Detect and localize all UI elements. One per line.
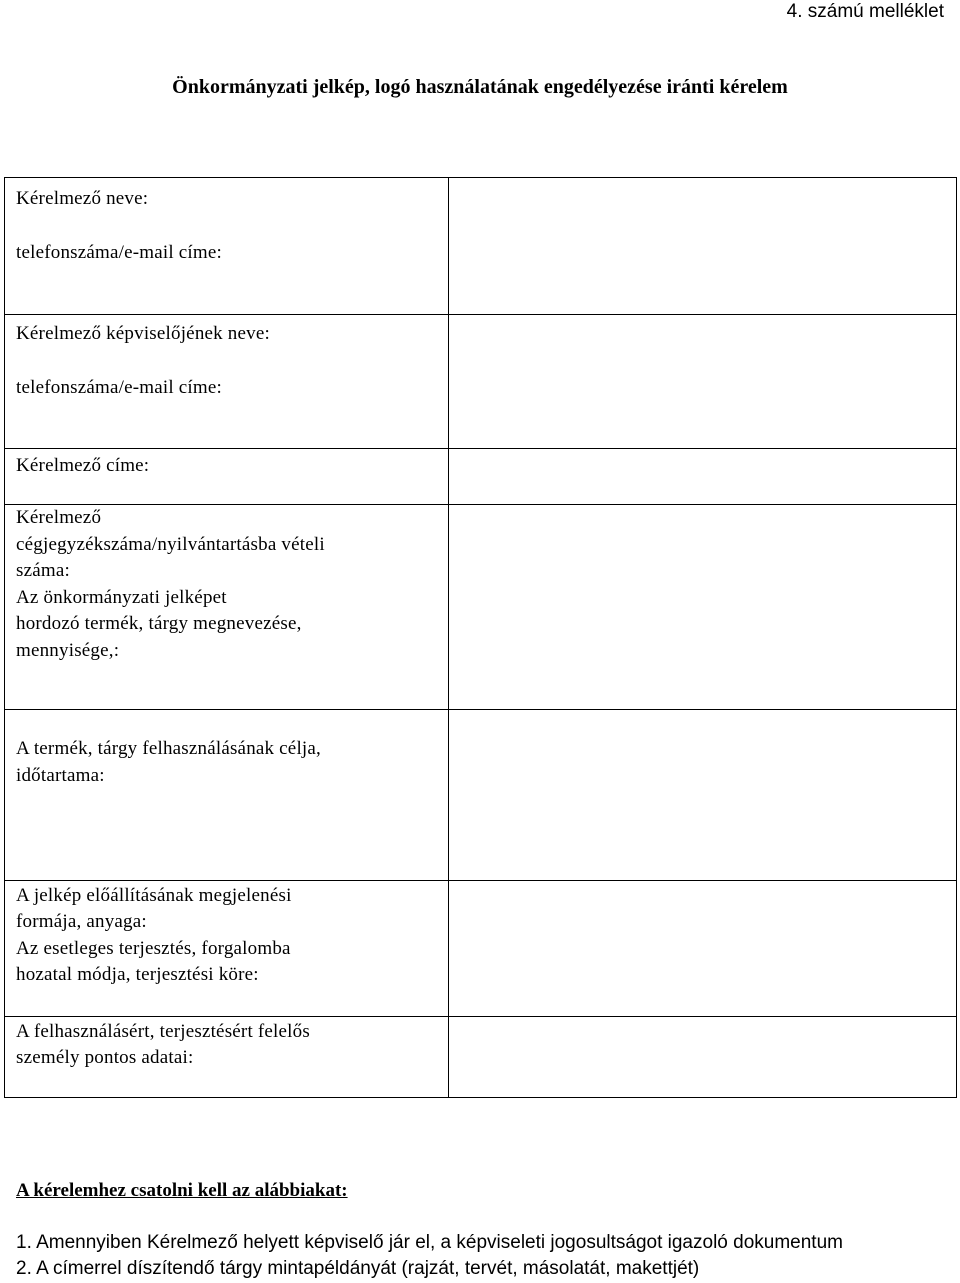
purpose-value-field[interactable] [449,710,957,880]
form-row-appearance-distribution [5,880,957,1016]
appearance-distribution-value-field[interactable] [449,880,957,1016]
appearance-label-line2: formája, anyaga: [16,911,147,933]
distribution-label-line1: Az esetleges terjesztés, forgalomba [16,937,291,959]
form-row-representative [5,315,957,449]
product-label-line2: hordozó termék, tárgy megnevezése, [16,613,302,635]
responsible-label-line1: A felhasználásért, terjesztésért felelős [16,1020,310,1042]
applicant-address-label: Kérelmező címe: [16,455,150,477]
address-value-field[interactable] [449,449,957,505]
responsible-label-line2: személy pontos adatai: [16,1047,194,1069]
label-cell-applicant [5,178,449,315]
form-row-address [5,449,957,505]
purpose-label-line2: időtartama: [16,764,105,786]
form-row-responsible [5,1016,957,1097]
label-cell-address [5,449,449,505]
label-cell-responsible [5,1016,449,1097]
registration-label-line1: Kérelmező [16,507,102,529]
page-title: Önkormányzati jelkép, logó használatának engedélyezése iránti kérelem [172,76,788,98]
appearance-label-line1: A jelkép előállításának megjelenési [16,884,292,906]
representative-name-label: Kérelmező képviselőjének neve: [16,323,270,345]
representative-contact-label: telefonszáma/e-mail címe: [16,376,222,398]
attachments-title: A kérelemhez csatolni kell az alábbiakat: [16,1180,348,1201]
attachment-item: 1. Amennyiben Kérelmező helyett képviselő jár el, a képviseleti jogosultságot igazoló dokumentum [16,1232,843,1253]
annex-label: 4. számú melléklet [786,1,944,22]
form-row-registration-product [5,505,957,710]
label-cell-representative [5,315,449,449]
applicant-name-label: Kérelmező neve: [16,188,149,209]
form-row-applicant [5,178,957,315]
form-row-purpose [5,710,957,880]
attachment-item: 2. A címerrel díszítendő tárgy mintapéldányát (rajzát, tervét, másolatát, makettjét) [16,1258,700,1279]
attachments-list [16,1230,843,1282]
responsible-value-field[interactable] [449,1016,957,1097]
application-form-table [4,177,957,1098]
applicant-value-field[interactable] [449,178,957,315]
purpose-label-line1: A termék, tárgy felhasználásának célja, [16,738,321,760]
label-cell-registration-product [5,505,449,710]
distribution-label-line2: hozatal módja, terjesztési köre: [16,964,259,986]
registration-product-value-field[interactable] [449,505,957,710]
registration-label-line3: száma: [16,560,70,582]
representative-value-field[interactable] [449,315,957,449]
label-cell-appearance-distribution [5,880,449,1016]
label-cell-purpose [5,710,449,880]
registration-label-line2: cégjegyzékszáma/nyilvántartásba vételi [16,533,325,555]
product-label-line3: mennyisége,: [16,639,120,661]
product-label-line1: Az önkormányzati jelképet [16,586,227,608]
applicant-contact-label: telefonszáma/e-mail címe: [16,241,222,263]
